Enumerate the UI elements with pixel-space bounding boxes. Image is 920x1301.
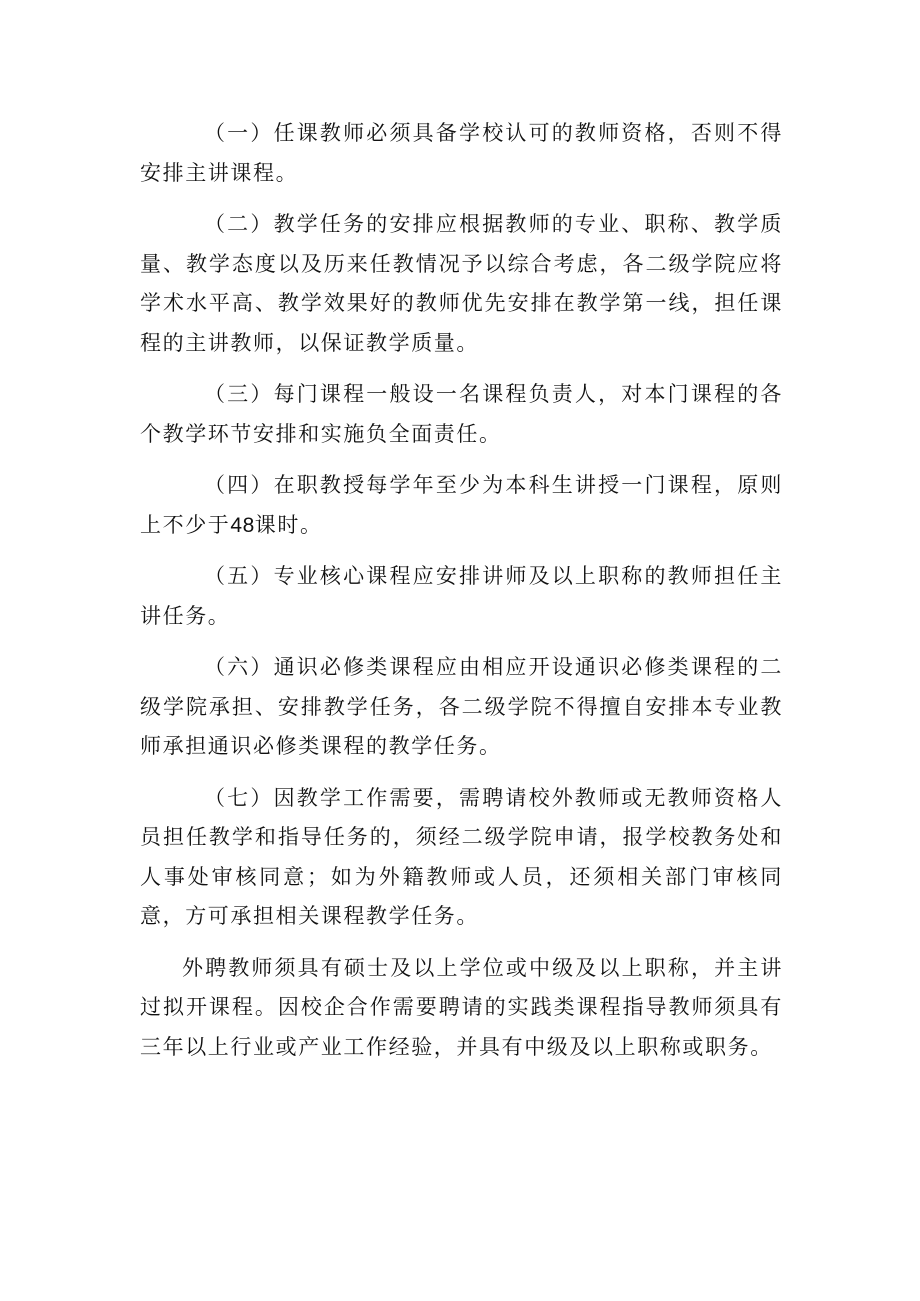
clause-5-marker: （五） [204,564,274,588]
clause-6-paragraph [140,648,783,767]
clause-1-text: 任课教师必须具备学校认可的教师资格，否则不得安排主讲课程。 [140,121,783,185]
clause-4-text-before: 在职教授每学年至少为本科生讲授一门课程，原则上不少于 [140,473,783,537]
clause-4-marker: （四） [204,473,274,497]
document-body [140,114,783,1067]
clause-3-text: 每门课程一般设一名课程负责人，对本门课程的各个教学环节安排和实施负全面责任。 [140,382,783,446]
clause-4-paragraph [140,466,783,545]
clause-7-paragraph [140,779,783,937]
clause-2-marker: （二） [204,212,274,236]
clause-6-text: 通识必修类课程应由相应开设通识必修类课程的二级学院承担、安排教学任务，各二级学院不得擅自安排本专业教师承担通识必修类课程的教学任务。 [140,655,783,758]
clause-1-marker: （一） [204,121,274,145]
clause-3-marker: （三） [204,382,274,406]
clause-7-text: 因教学工作需要，需聘请校外教师或无教师资格人员担任教学和指导任务的，须经二级学院申请，报学校教务处和人事处审核同意；如为外籍教师或人员，还须相关部门审核同意，方可承担相关课程教学任务。 [140,785,783,928]
external-teacher-paragraph [140,949,783,1068]
external-teacher-text: 外聘教师须具有硕士及以上学位或中级及以上职称，并主讲过拟开课程。因校企合作需要聘请的实践类课程指导教师须具有三年以上行业或产业工作经验，并具有中级及以上职称或职务。 [140,955,783,1059]
clause-6-marker: （六） [204,655,274,679]
clause-5-paragraph [140,557,783,636]
clause-5-text: 专业核心课程应安排讲师及以上职称的教师担任主讲任务。 [140,564,783,628]
clause-1-paragraph [140,114,783,193]
clause-4-hours-number: 48 [230,513,255,537]
clause-2-paragraph [140,205,783,363]
clause-7-marker: （七） [204,785,274,810]
clause-3-paragraph [140,375,783,454]
clause-2-text: 教学任务的安排应根据教师的专业、职称、教学质量、教学态度以及历来任教情况予以综合考虑，各二级学院应将学术水平高、教学效果好的教师优先安排在教学第一线，担任课程的主讲教师，以保证教学质量。 [140,212,783,355]
clause-4-text-after: 课时。 [254,512,323,537]
